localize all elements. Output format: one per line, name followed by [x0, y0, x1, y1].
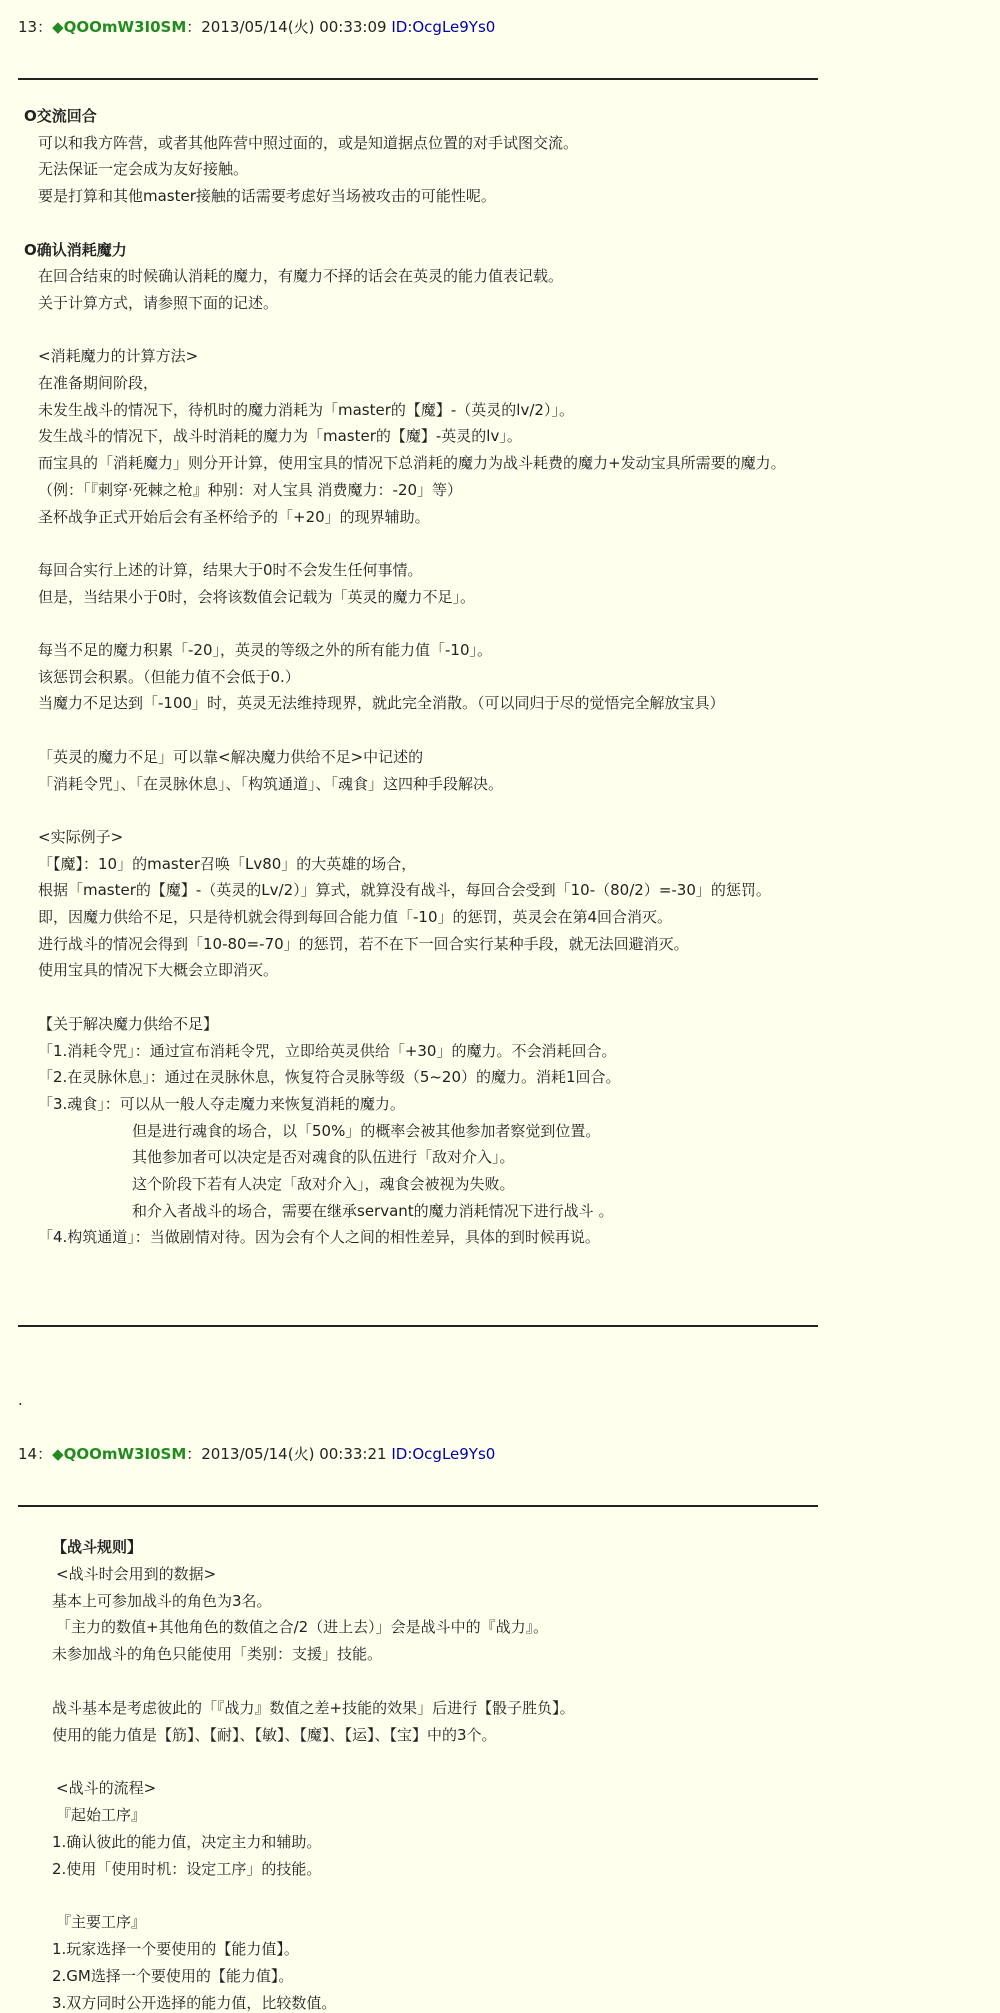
text-line: 当魔力不足达到「-100」时，英灵无法维持现界，就此完全消散。（可以同归于尽的觉悟完全解放宝具） — [38, 694, 725, 713]
text-line: 2.GM选择一个要使用的【能力值】。 — [52, 1966, 294, 1985]
text-line: 『主要工序』 — [56, 1913, 147, 1932]
text-line: 「【魔】：10」的master召唤「Lv80」的大英雄的场合， — [38, 854, 417, 873]
post-date: ：2013/05/14(火) 00:33:09 — [186, 18, 387, 36]
post-divider-top — [18, 78, 818, 80]
text-line: <实际例子> — [38, 827, 124, 846]
text-line: 「主力的数值+其他角色的数值之合/2（进上去）」会是战斗中的『战力』。 — [56, 1618, 549, 1637]
text-line: 但是进行魂食的场合，以「50%」的概率会被其他参加者察觉到位置。 — [132, 1121, 601, 1140]
post-header — [18, 16, 495, 37]
text-line: 无法保证一定会成为友好接触。 — [38, 160, 249, 179]
text-line: 未参加战斗的角色只能使用「类别：支援」技能。 — [52, 1645, 383, 1664]
text-line: 未发生战斗的情况下，待机时的魔力消耗为「master的【魔】-（英灵的lv/2）」。 — [38, 400, 574, 419]
text-line: 【关于解决魔力供给不足】 — [38, 1014, 219, 1033]
text-line: 「英灵的魔力不足」可以靠<解决魔力供给不足>中记述的 — [38, 747, 424, 766]
text-line: 进行战斗的情况会得到「10-80=-70」的惩罚，若不在下一回合实行某种手段，就无法回避消灭。 — [38, 934, 689, 953]
section-heading: 【战斗规则】 — [52, 1538, 143, 1556]
text-line: 「4.构筑通道」：当做剧情对待。因为会有个人之间的相性差异，具体的到时候再说。 — [38, 1228, 600, 1247]
text-line: 即，因魔力供给不足，只是待机就会得到每回合能力值「-10」的惩罚，英灵会在第4回合消灭。 — [38, 908, 673, 926]
text-line: 1.玩家选择一个要使用的【能力值】。 — [52, 1940, 299, 1958]
text-line: 使用的能力值是【筋】、【耐】、【敏】、【魔】、【运】、【宝】中的3个。 — [52, 1725, 497, 1744]
text-line: 圣杯战争正式开始后会有圣杯给予的「+20」的现界辅助。 — [38, 507, 430, 526]
section-heading: O确认消耗魔力 — [24, 240, 127, 259]
post-number[interactable]: 14 — [18, 1445, 38, 1463]
text-line: 「3.魂食」：可以从一般人夺走魔力来恢复消耗的魔力。 — [38, 1094, 405, 1113]
text-line: 该惩罚会积累。（但能力值不会低于0.） — [38, 667, 300, 686]
section-heading: O交流回合 — [24, 107, 97, 125]
text-line: 要是打算和其他master接触的话需要考虑好当场被攻击的可能性呢。 — [38, 187, 496, 206]
text-line: 可以和我方阵营，或者其他阵营中照过面的，或是知道据点位置的对手试图交流。 — [38, 133, 579, 152]
text-line: 战斗基本是考虑彼此的「『战力』数值之差+技能的效果」后进行【骰子胜负】。 — [52, 1698, 575, 1717]
text-line: 使用宝具的情况下大概会立即消灭。 — [38, 961, 279, 980]
text-line: 关于计算方式，请参照下面的记述。 — [38, 293, 279, 312]
text-line: （例：「『刺穿·死棘之枪』种别：对人宝具 消费魔力：-20」等） — [38, 480, 463, 499]
post-tripcode: ◆QOOmW3I0SM — [52, 1445, 187, 1463]
text-line: 1.确认彼此的能力值，决定主力和辅助。 — [52, 1832, 322, 1851]
text-line: 这个阶段下若有人决定「敌对介入」，魂食会被视为失败。 — [132, 1175, 515, 1193]
post-separator: ： — [37, 18, 53, 36]
text-line: <战斗时会用到的数据> — [56, 1564, 217, 1583]
text-line: 每当不足的魔力积累「-20」，英灵的等级之外的所有能力值「-10」。 — [38, 641, 493, 659]
text-line: 和介入者战斗的场合，需要在继承servant的魔力消耗情况下进行战斗 。 — [132, 1201, 614, 1220]
text-line: 每回合实行上述的计算，结果大于0时不会发生任何事情。 — [38, 560, 423, 579]
post-id[interactable]: ID:OcgLe9Ys0 — [391, 18, 496, 36]
text-line: 「2.在灵脉休息」：通过在灵脉休息，恢复符合灵脉等级（5~20）的魔力。消耗1回合。 — [38, 1068, 621, 1087]
text-line: 「1.消耗令咒」：通过宣布消耗令咒，立即给英灵供给「+30」的魔力。不会消耗回合。 — [38, 1041, 617, 1060]
text-line: 2.使用「使用时机：设定工序」的技能。 — [52, 1859, 322, 1878]
text-line: 在准备期间阶段， — [38, 374, 159, 392]
text-line: <战斗的流程> — [56, 1779, 157, 1798]
post-date: ：2013/05/14(火) 00:33:21 — [186, 1445, 387, 1463]
text-line: 而宝具的「消耗魔力」则分开计算，使用宝具的情况下总消耗的魔力为战斗耗费的魔力+发动宝具所需要的魔力。 — [38, 454, 786, 473]
post-id[interactable]: ID:OcgLe9Ys0 — [391, 1445, 496, 1463]
text-line: 3.双方同时公开选择的能力值，比较数值。 — [52, 1993, 337, 2012]
post-header — [18, 1443, 495, 1464]
post-number[interactable]: 13 — [18, 18, 38, 36]
text-line: 基本上可参加战斗的角色为3名。 — [52, 1591, 272, 1610]
text-line: <消耗魔力的计算方法> — [38, 347, 199, 366]
text-line: 『起始工序』 — [56, 1806, 147, 1824]
text-line: 但是，当结果小于0时，会将该数值会记载为「英灵的魔力不足」。 — [38, 587, 476, 606]
separator-dot: . — [18, 1391, 23, 1409]
post-separator: ： — [37, 1445, 53, 1463]
text-line: 在回合结束的时候确认消耗的魔力，有魔力不择的话会在英灵的能力值表记载。 — [38, 267, 564, 286]
post-divider-top — [18, 1505, 818, 1507]
text-line: 「消耗令咒」、「在灵脉休息」、「构筑通道」、「魂食」这四种手段解决。 — [38, 774, 504, 793]
text-line: 其他参加者可以决定是否对魂食的队伍进行「敌对介入」。 — [132, 1148, 515, 1167]
text-line: 发生战斗的情况下，战斗时消耗的魔力为「master的【魔】-英灵的lv」。 — [38, 427, 522, 446]
post-tripcode: ◆QOOmW3I0SM — [52, 18, 187, 36]
text-line: 根据「master的【魔】-（英灵的Lv/2）」算式，就算没有战斗，每回合会受到「10-（80/2）=-30」的惩罚。 — [38, 881, 771, 900]
post-divider-bottom — [18, 1325, 818, 1327]
